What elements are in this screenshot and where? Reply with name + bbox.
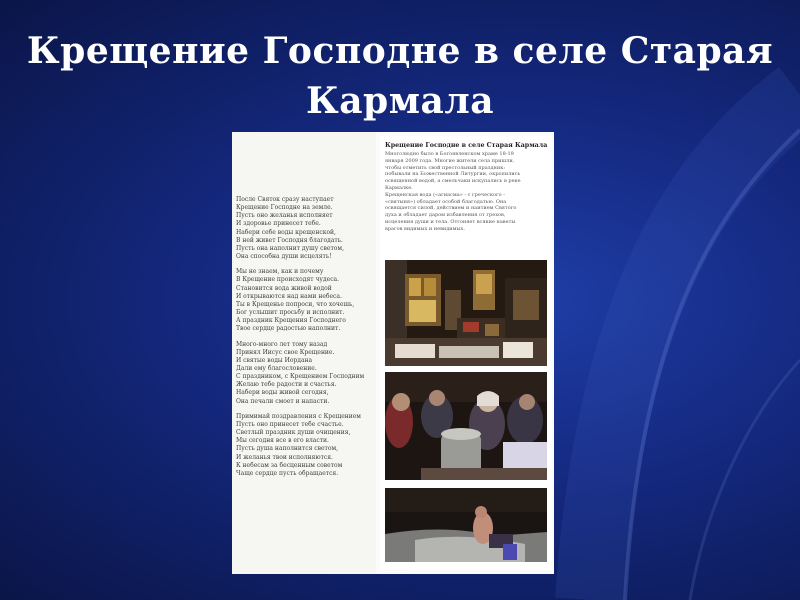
poem-line: Пусть душа наполнится светом, (236, 445, 339, 453)
poem-line: Мы не знаем, как и почему (236, 268, 324, 276)
poem-line: И открываются над нами небеса. (236, 292, 342, 300)
poem-line: Твое сердце радостью наполнит. (236, 325, 341, 333)
article-line: исцеления души и тела. Отгоняет всякие наветы (385, 218, 516, 225)
poem-line: После Святок сразу наступает (236, 196, 334, 203)
article-line: чтобы отметить свой престольный праздник: (385, 164, 506, 171)
poem-line: И желанья твои исполняются. (236, 453, 333, 461)
article-line: освященной водой, а смельчаки искупались в реке (385, 178, 521, 185)
poem-line: Пусть оно желанья исполняет (236, 212, 333, 220)
poem (236, 196, 376, 485)
river-bathing-photo (385, 488, 547, 562)
poem-line: С праздником, с Крещением Господним (236, 373, 365, 381)
poem-line: Бог услышит просьбу и исполнит. (236, 309, 345, 317)
article-line: января 2009 года. Многие жители села пришли, (385, 157, 515, 164)
article-line: Кармалке. (385, 184, 413, 191)
water-blessing-photo (385, 372, 547, 480)
poem-stanza (236, 268, 376, 333)
poem-line: Мы сегодня все в его власти. (236, 437, 329, 445)
poem-page (232, 132, 376, 574)
poem-line: Принял Иисус свое Крещение. (236, 348, 335, 356)
poem-stanza (236, 341, 376, 406)
poem-line: Примимай поздравления с Крещением (236, 412, 361, 420)
poem-line: Дали ему благословение. (236, 364, 317, 372)
poem-line: Она способна души исцелять! (236, 253, 332, 261)
poem-line: В Крещение происходят чудеса. (236, 276, 340, 284)
poem-line: И святые воды Иордана (236, 356, 313, 364)
article-line: освящается силой, действием и наитием Святого (385, 205, 517, 212)
poem-line: Она печали смоет и напасти. (236, 397, 330, 405)
article-line: Крещенская вода («агиасма» - с греческого - (385, 191, 505, 198)
article-line: побывали на Божественной Литургии, окропились (385, 171, 521, 178)
poem-line: Чаще сердце пусть обращается. (236, 469, 339, 477)
article-page (380, 136, 552, 570)
article-line: духа и обладает даром избавления от грехов, (385, 212, 506, 219)
article-title: Крещение Господне в селе Старая Кармала (385, 142, 548, 149)
newspaper-clipping (232, 132, 554, 574)
poem-line: Желаю тебе радости и счастья. (236, 381, 337, 389)
poem-line: Пусть оно принесет тебе счастье. (236, 420, 344, 428)
church-interior-photo (385, 260, 547, 366)
poem-line: Крещение Господне на земле. (236, 204, 333, 212)
poem-line: Набери себе воды крещенской, (236, 228, 336, 236)
poem-stanza (236, 413, 376, 478)
poem-line: Пусть она наполнит душу светом, (236, 244, 344, 252)
article-body (385, 151, 547, 233)
poem-line: Ты в Крещенье попроси, что хочешь, (236, 300, 355, 308)
poem-line: Становится вода живой водой (236, 284, 332, 292)
article-line: «святыня») обладает особой благодатью. Она (385, 198, 507, 205)
poem-line: Светлый праздник души очищения, (236, 429, 351, 437)
poem-line: А праздник Крещения Господнего (236, 317, 346, 325)
article-line: Многолюдно было в Богоявленском храме 18-19 (385, 151, 514, 157)
article-line: врагов видимых и невидимых. (385, 225, 465, 232)
poem-line: К небесам за бесценным советом (236, 461, 343, 469)
poem-line: В ней живет Господня благодать. (236, 236, 343, 244)
poem-stanza (236, 196, 376, 261)
slide-title: Крещение Господне в селе Старая Кармала (26, 30, 774, 122)
poem-line: И здоровье принесет тебе. (236, 220, 321, 228)
poem-line: Набери воды живой сегодня, (236, 389, 329, 397)
poem-line: Много-много лет тому назад (236, 340, 328, 348)
